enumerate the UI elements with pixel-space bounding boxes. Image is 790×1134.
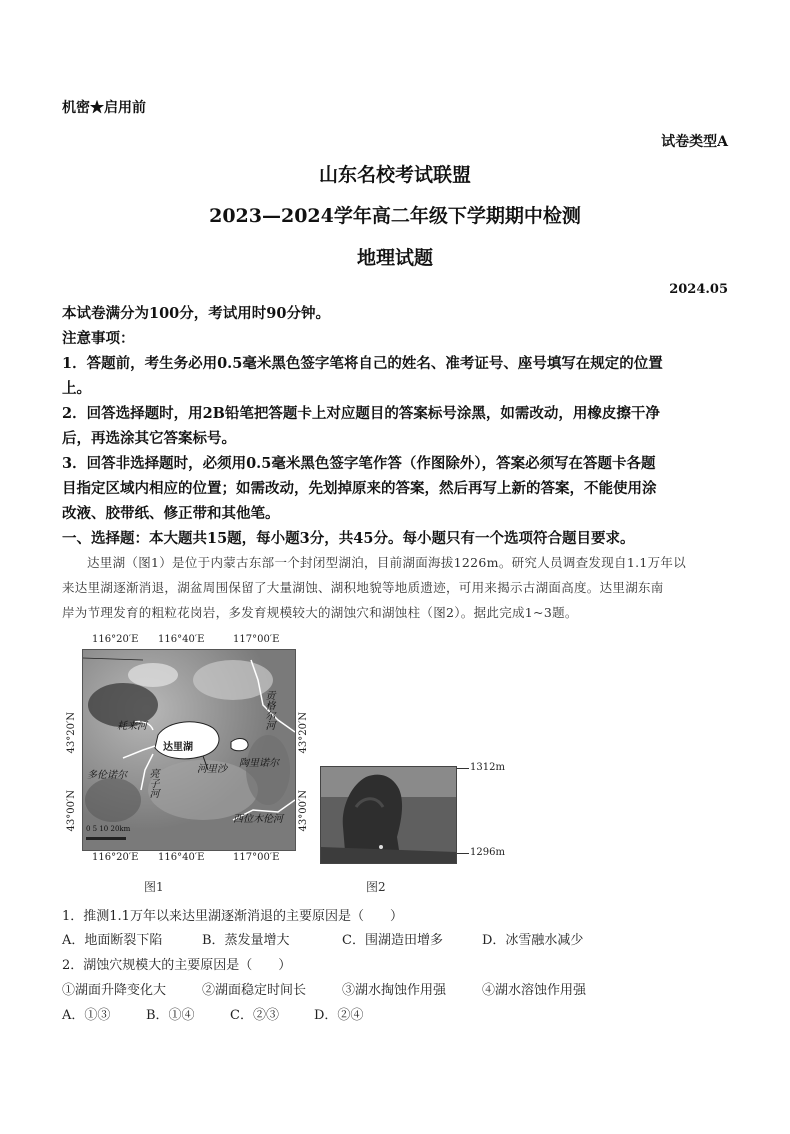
q2-statement-1: ①湖面升降变化大 (62, 983, 167, 998)
question-2-statements (62, 979, 622, 997)
photo-graphic (321, 767, 456, 863)
label-gonggeer-river: 贡格尔河 (263, 690, 274, 730)
q2-statement-2: ②湖面稳定时间长 (202, 983, 307, 998)
q2-option-c[interactable]: C．②③ (230, 1008, 279, 1023)
lon-label-top-3: 117°00′E (233, 634, 280, 645)
lon-label-bottom-2: 116°40′E (158, 852, 205, 863)
exam-alliance-title: 山东名校考试联盟 (318, 164, 471, 186)
label-ganggeng-river: 耗来河 (117, 721, 147, 732)
q1-option-a[interactable]: A．地面断裂下陷 (62, 933, 163, 948)
lat-label-left-1: 43°20′N (66, 712, 77, 754)
question-1: 1．推测1.1万年以来达里湖逐渐消退的主要原因是（ ） (62, 909, 403, 924)
lat-label-left-2: 43°00′N (66, 790, 77, 832)
q2-option-a[interactable]: A．①③ (62, 1008, 111, 1023)
lat-label-right-1: 43°20′N (298, 712, 309, 754)
figure-2-caption: 图2 (366, 880, 386, 894)
height-tick-top (457, 768, 469, 769)
exam-date: 2024.05 (669, 282, 728, 297)
passage-line-2: 来达里湖逐渐消退，湖盆周围保留了大量湖蚀、湖积地貌等地质遗迹，可用来揭示古湖面高度。达里湖东南 (62, 580, 664, 595)
label-shali: 河里沙 (197, 764, 227, 775)
paper-type: 试卷类型A (661, 134, 728, 150)
q2-statement-3: ③湖水掏蚀作用强 (342, 983, 447, 998)
passage-line-1: 达里湖（图1）是位于内蒙古东部一个封闭型湖泊，目前湖面海拔1226m。研究人员调查发现自1.1万年以 (87, 555, 686, 570)
question-2-options (62, 1004, 462, 1022)
note-2a: 2．回答选择题时，用2B铅笔把答题卡上对应题目的答案标号涂黑，如需改动，用橡皮擦干净 (62, 405, 660, 422)
lon-label-bottom-1: 116°20′E (92, 852, 139, 863)
lat-label-right-2: 43°00′N (298, 790, 309, 832)
lon-label-top-1: 116°20′E (92, 634, 139, 645)
map-scale: 0 5 10 20km (86, 825, 131, 833)
note-3a: 3．回答非选择题时，必须用0.5毫米黑色签字笔作答（作图除外），答案必须写在答题卡各题 (62, 455, 656, 472)
q2-option-d[interactable]: D．②④ (314, 1008, 364, 1023)
question-1-options (62, 929, 622, 947)
note-3b: 目指定区域内相应的位置；如需改动，先划掉原来的答案，然后再写上新的答案，不能使用涂 (62, 480, 657, 497)
note-1a: 1．答题前，考生务必用0.5毫米黑色签字笔将自己的姓名、准考证号、座号填写在规定的位置 (62, 355, 663, 372)
height-label-bottom: 1296m (470, 847, 505, 858)
score-info: 本试卷满分为100分，考试用时90分钟。 (62, 305, 330, 322)
label-taoli: 陶里诺尔 (239, 758, 279, 769)
exam-term-title: 2023—2024学年高二年级下学期期中检测 (209, 205, 581, 227)
q1-option-c[interactable]: C．围湖造田增多 (342, 933, 443, 948)
figure-1-caption: 图1 (144, 880, 164, 894)
q1-option-d[interactable]: D．冰雪融水减少 (482, 933, 584, 948)
section-heading: 一、选择题：本大题共15题，每小题3分，共45分。每小题只有一个选项符合题目要求。 (62, 530, 635, 547)
passage-line-3: 岸为节理发育的粗粒花岗岩，多发育规模较大的湖蚀穴和湖蚀柱（图2）。据此完成1~3题。 (62, 605, 578, 620)
label-liangzi-river: 亮子河 (147, 768, 158, 798)
label-duolun: 多伦诺尔 (87, 770, 127, 781)
notes-title: 注意事项： (62, 330, 135, 347)
label-xiwei-river: 西位木伦河 (233, 814, 283, 825)
height-tick-bottom (457, 853, 469, 854)
note-3c: 改液、胶带纸、修正带和其他笔。 (62, 505, 280, 522)
lon-label-bottom-3: 117°00′E (233, 852, 280, 863)
q1-option-b[interactable]: B．蒸发量增大 (202, 933, 290, 948)
question-2: 2．湖蚀穴规模大的主要原因是（ ） (62, 958, 292, 973)
q2-statement-4: ④湖水溶蚀作用强 (482, 983, 587, 998)
dali-lake-map (82, 649, 296, 851)
lake-erosion-pillar-photo (320, 766, 457, 864)
height-label-top: 1312m (470, 762, 505, 773)
subject-title: 地理试题 (356, 247, 433, 269)
note-2b: 后，再选涂其它答案标号。 (62, 430, 236, 447)
confidential-mark: 机密★启用前 (62, 100, 146, 116)
lon-label-top-2: 116°40′E (158, 634, 205, 645)
note-1b: 上。 (62, 380, 91, 397)
label-dali-lake: 达里湖 (163, 742, 193, 753)
q2-option-b[interactable]: B．①④ (146, 1008, 195, 1023)
